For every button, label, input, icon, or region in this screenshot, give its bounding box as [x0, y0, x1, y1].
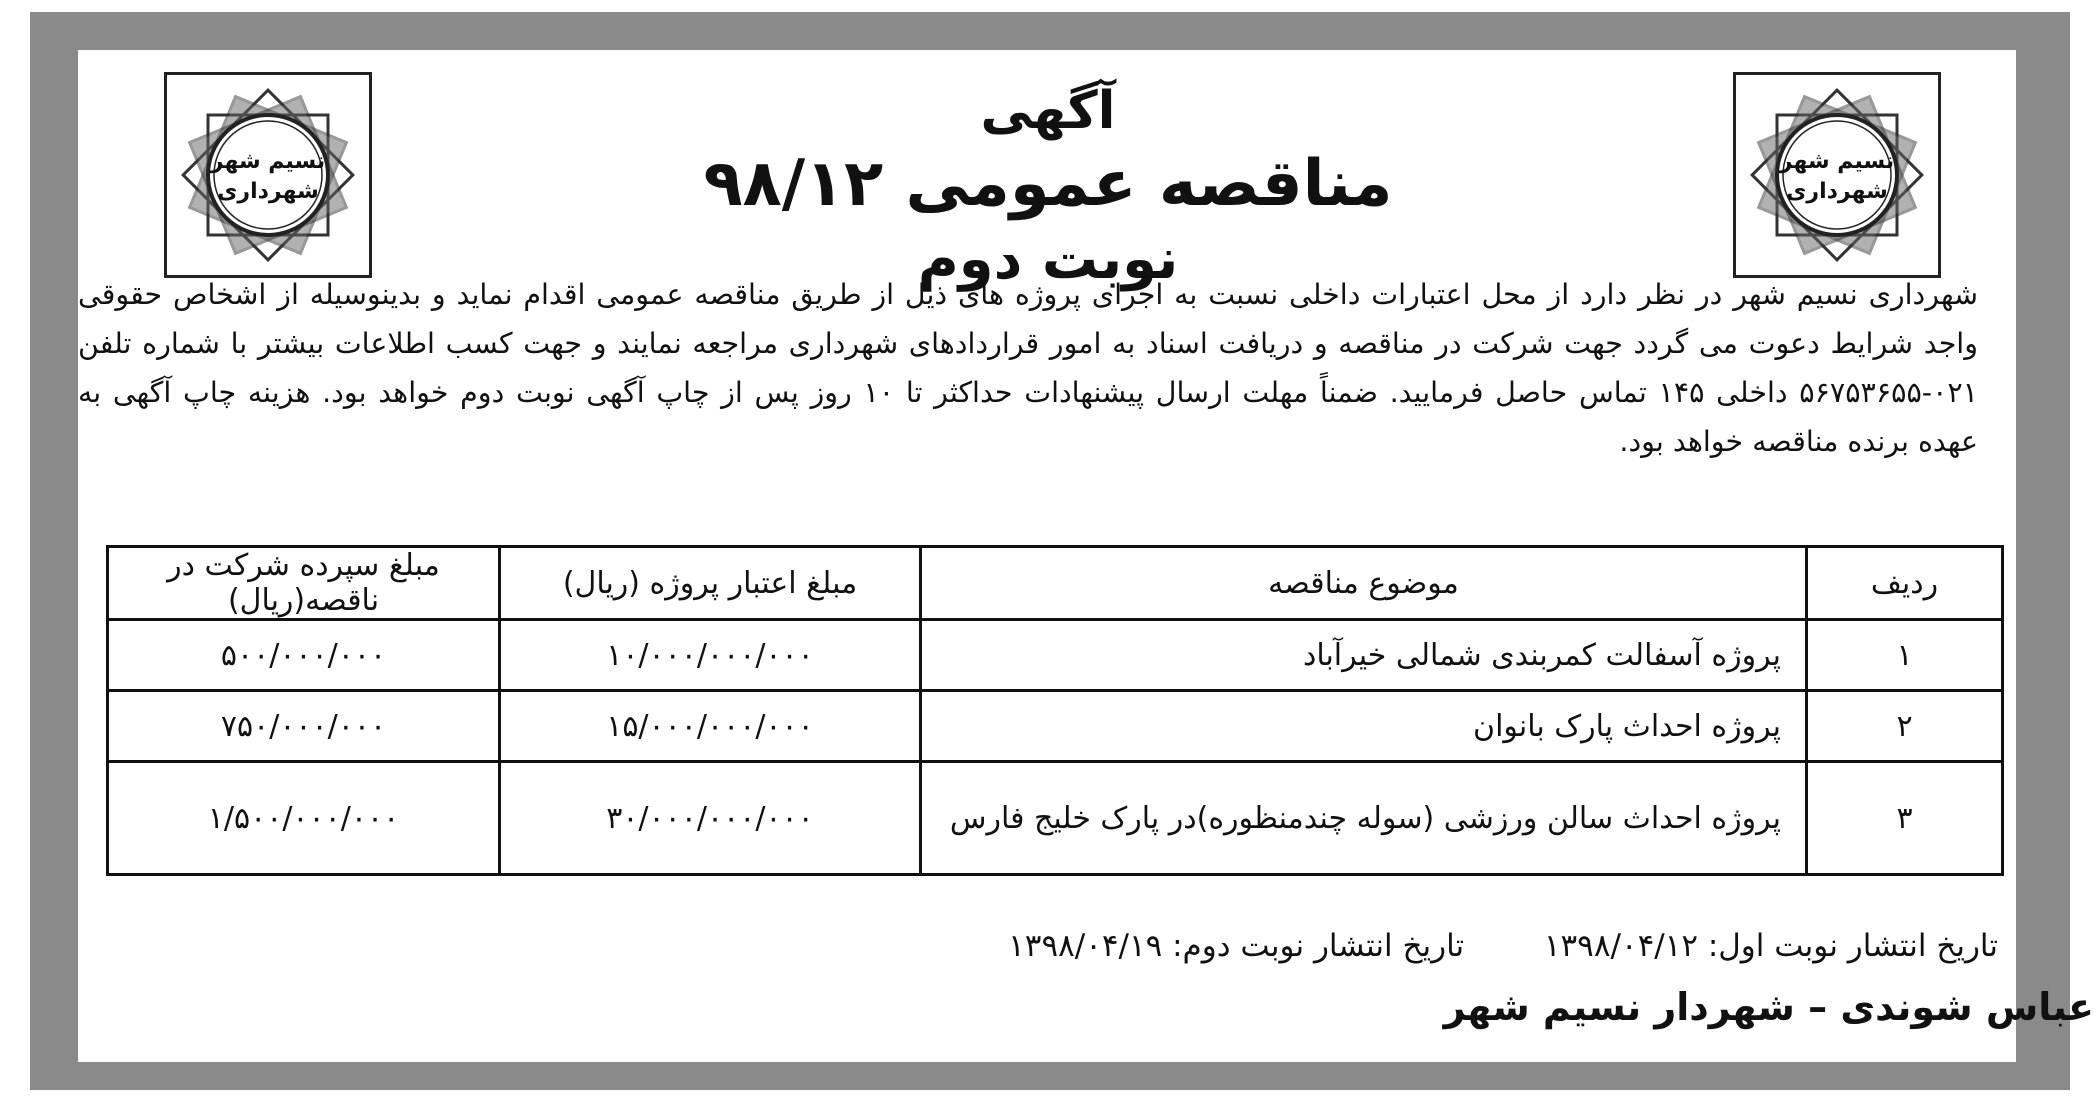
table-row: [108, 691, 2003, 762]
second-date-label: تاریخ انتشار نوبت دوم:: [1172, 928, 1465, 964]
header-subject: موضوع مناقصه: [921, 547, 1807, 620]
municipality-emblem-icon: [173, 80, 363, 270]
row-credit: ۳۰/۰۰۰/۰۰۰/۰۰۰: [500, 762, 921, 875]
header-credit: مبلغ اعتبار پروژه (ریال): [500, 547, 921, 620]
table-row: [108, 762, 2003, 875]
svg-text:نسیم شهر: نسیم شهر: [1779, 149, 1895, 174]
table-header-row: [108, 547, 2003, 620]
row-number: ۳: [1807, 762, 2003, 875]
row-deposit: ۱/۵۰۰/۰۰۰/۰۰۰: [108, 762, 500, 875]
row-deposit: ۵۰۰/۰۰۰/۰۰۰: [108, 620, 500, 691]
row-subject: پروژه احداث سالن ورزشی (سوله چندمنظوره)در پارک خلیج فارس: [921, 762, 1807, 875]
svg-text:شهرداری: شهرداری: [217, 179, 319, 204]
publication-dates: [1008, 928, 1998, 964]
tender-number: مناقصه عمومی ۹۸/۱۲: [703, 147, 1393, 221]
first-date: ۱۳۹۸/۰۴/۱۲: [1543, 928, 1698, 964]
svg-text:نسیم شهر: نسیم شهر: [210, 149, 326, 174]
table-row: [108, 620, 2003, 691]
row-credit: ۱۰/۰۰۰/۰۰۰/۰۰۰: [500, 620, 921, 691]
row-number: ۱: [1807, 620, 2003, 691]
municipality-logo-right: [1733, 72, 1941, 278]
row-credit: ۱۵/۰۰۰/۰۰۰/۰۰۰: [500, 691, 921, 762]
header-number: ردیف: [1807, 547, 2003, 620]
row-subject: پروژه آسفالت کمربندی شمالی خیرآباد: [921, 620, 1807, 691]
notice-body: شهرداری نسیم شهر در نظر دارد از محل اعتبارات داخلی نسبت به اجرای پروژه های ذیل از طریق مناقصه عمومی اقدام نماید و بدینوسیله از اشخاص حقوقی واجد شرایط دعوت می گردد جهت شرکت در مناقصه و دریافت اسناد به امور قراردادهای شهرداری مراجعه نمایند و جهت کسب اطلاعات بیشتر با شماره تلفن ۰۲۱-۵۶۷۵۳۶۵۵ داخلی ۱۴۵ تماس حاصل فرمایید. ضمناً مهلت ارسال پیشنهادات حداکثر تا ۱۰ روز پس از چاپ آگهی نوبت دوم خواهد بود. هزینه چاپ آگهی به عهده برنده مناقصه خواهد بود.: [78, 278, 1978, 458]
first-date-label: تاریخ انتشار نوبت اول:: [1707, 928, 1998, 964]
svg-text:شهرداری: شهرداری: [1786, 179, 1888, 204]
mayor-signature: عباس شوندی – شهردار نسیم شهر: [1443, 985, 2094, 1029]
row-subject: پروژه احداث پارک بانوان: [921, 691, 1807, 762]
row-number: ۲: [1807, 691, 2003, 762]
row-deposit: ۷۵۰/۰۰۰/۰۰۰: [108, 691, 500, 762]
municipality-logo-left: [164, 72, 372, 278]
second-date: ۱۳۹۸/۰۴/۱۹: [1008, 928, 1163, 964]
notice-heading: [598, 78, 1498, 296]
municipality-emblem-icon: [1742, 80, 1932, 270]
publication-round: نوبت دوم: [917, 227, 1179, 292]
tender-table: [106, 545, 2004, 876]
header-deposit: مبلغ سپرده شرکت در ناقصه(ریال): [108, 547, 500, 620]
notice-title: آگهی: [980, 81, 1116, 141]
